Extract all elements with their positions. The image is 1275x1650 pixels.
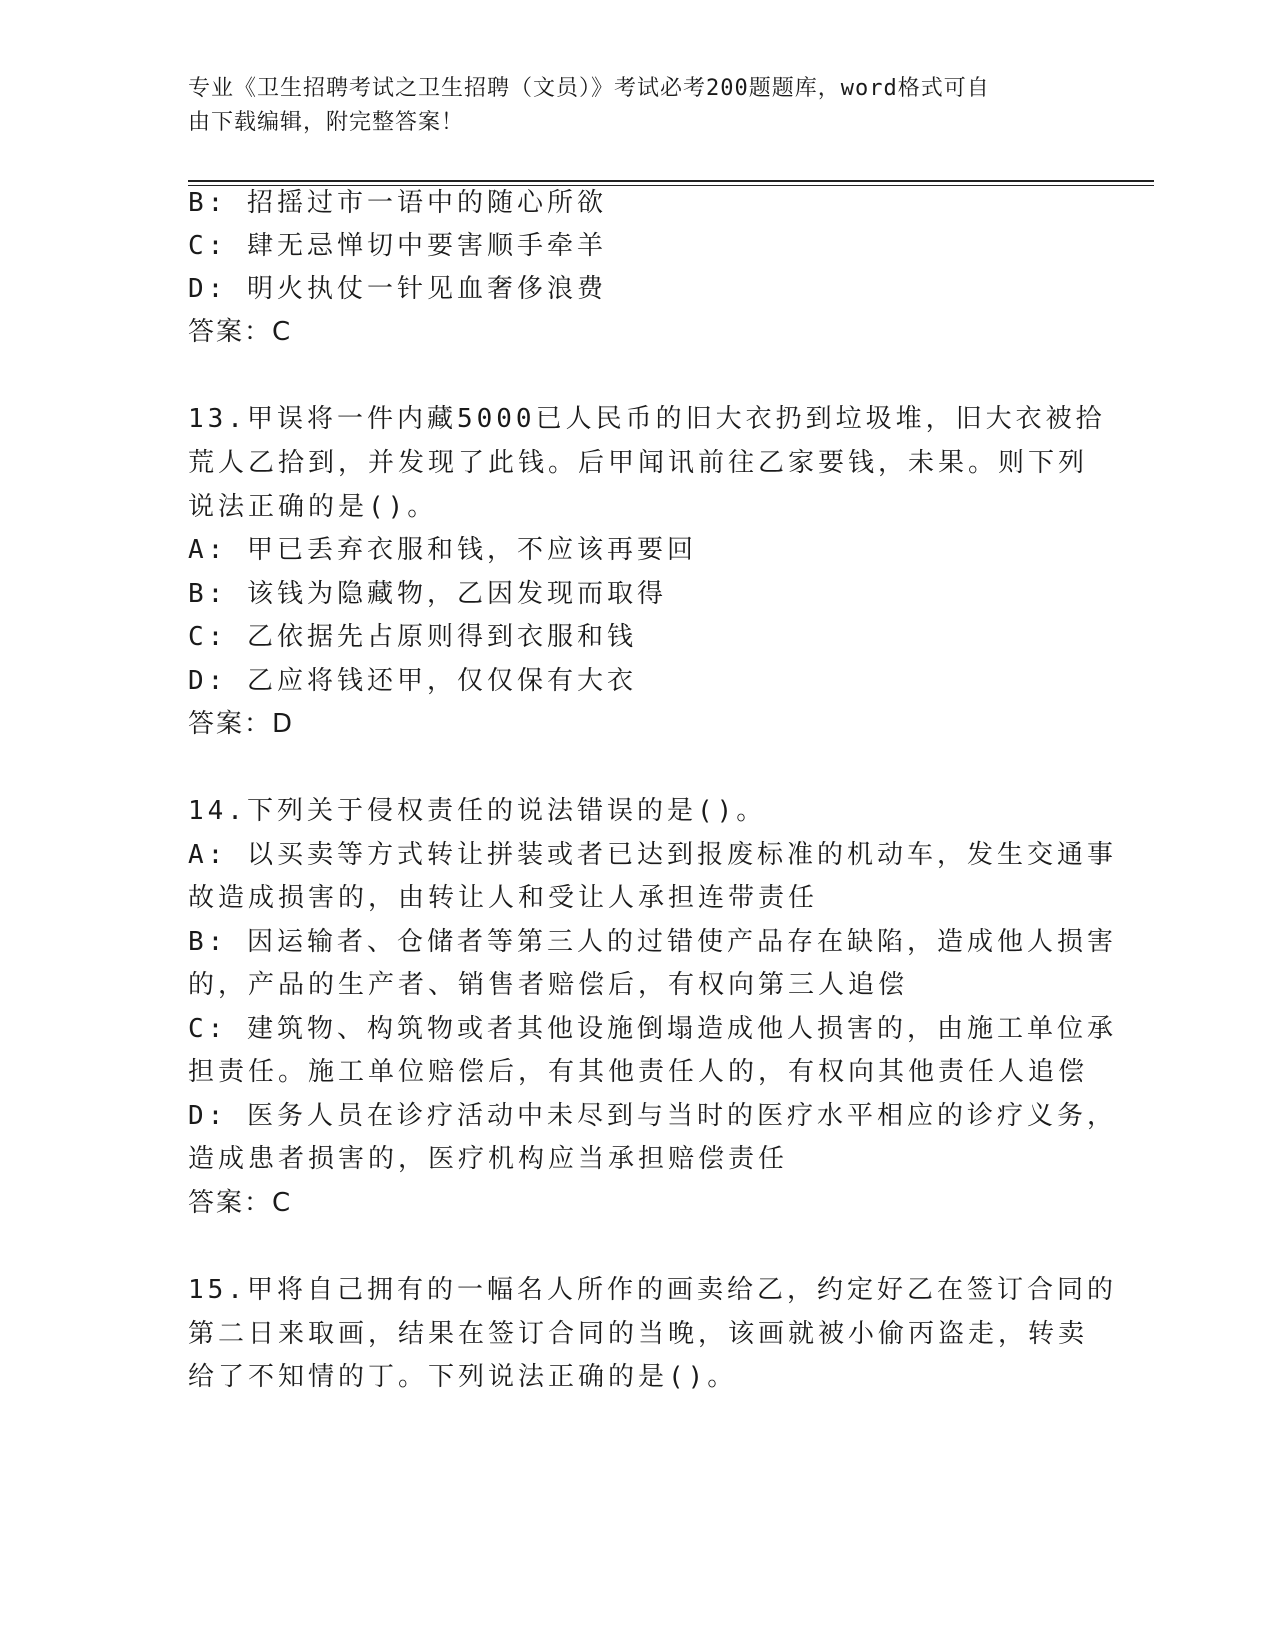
q12-option-c: C: 肆无忌惮切中要害顺手牵羊 [188, 231, 607, 261]
q14-option-c-line-1: C: 建筑物、构筑物或者其他设施倒塌造成他人损害的，由施工单位承 [188, 1014, 1117, 1044]
q13-answer: 答案：D [188, 709, 295, 739]
header-line-1: 专业《卫生招聘考试之卫生招聘（文员）》考试必考200题题库，word格式可自 [188, 76, 990, 101]
q13-stem-line-1: 13.甲误将一件内藏5000已人民币的旧大衣扔到垃圾堆，旧大衣被拾 [188, 404, 1106, 434]
q14-answer: 答案：C [188, 1188, 293, 1218]
q14-option-c-line-2: 担责任。施工单位赔偿后，有其他责任人的，有权向其他责任人追偿 [188, 1057, 1089, 1087]
q14-option-d-line-1: D: 医务人员在诊疗活动中未尽到与当时的医疗水平相应的诊疗义务， [188, 1101, 1117, 1131]
q14-option-b-line-2: 的，产品的生产者、销售者赔偿后，有权向第三人追偿 [188, 970, 909, 1000]
q13-option-c: C: 乙依据先占原则得到衣服和钱 [188, 622, 637, 652]
page-header [188, 72, 1068, 140]
header-rule [188, 180, 1154, 182]
q15-stem-line-1: 15.甲将自己拥有的一幅名人所作的画卖给乙，约定好乙在签订合同的 [188, 1275, 1117, 1305]
q14-stem: 14.下列关于侵权责任的说法错误的是()。 [188, 796, 767, 826]
q13-stem-line-2: 荒人乙拾到，并发现了此钱。后甲闻讯前往乙家要钱，未果。则下列 [188, 448, 1089, 478]
q13-option-b: B: 该钱为隐藏物，乙因发现而取得 [188, 579, 667, 609]
q15-stem-line-3: 给了不知情的丁。下列说法正确的是()。 [188, 1362, 738, 1392]
q14-option-d-line-2: 造成患者损害的，医疗机构应当承担赔偿责任 [188, 1144, 789, 1174]
q13-stem-line-3: 说法正确的是()。 [188, 492, 438, 522]
q14-option-b-line-1: B: 因运输者、仓储者等第三人的过错使产品存在缺陷，造成他人损害 [188, 927, 1117, 957]
q14-option-a-line-2: 故造成损害的，由转让人和受让人承担连带责任 [188, 883, 819, 913]
q12-option-b: B: 招摇过市一语中的随心所欲 [188, 188, 607, 218]
q15-stem-line-2: 第二日来取画，结果在签订合同的当晚，该画就被小偷丙盗走，转卖 [188, 1319, 1089, 1349]
q13-option-a: A: 甲已丢弃衣服和钱，不应该再要回 [188, 535, 697, 565]
q13-option-d: D: 乙应将钱还甲，仅仅保有大衣 [188, 666, 637, 696]
header-line-2: 由下载编辑，附完整答案！ [188, 110, 465, 135]
q14-option-a-line-1: A: 以买卖等方式转让拼装或者已达到报废标准的机动车，发生交通事 [188, 840, 1117, 870]
q12-answer: 答案：C [188, 317, 293, 347]
q12-option-d: D: 明火执仗一针见血奢侈浪费 [188, 274, 607, 304]
